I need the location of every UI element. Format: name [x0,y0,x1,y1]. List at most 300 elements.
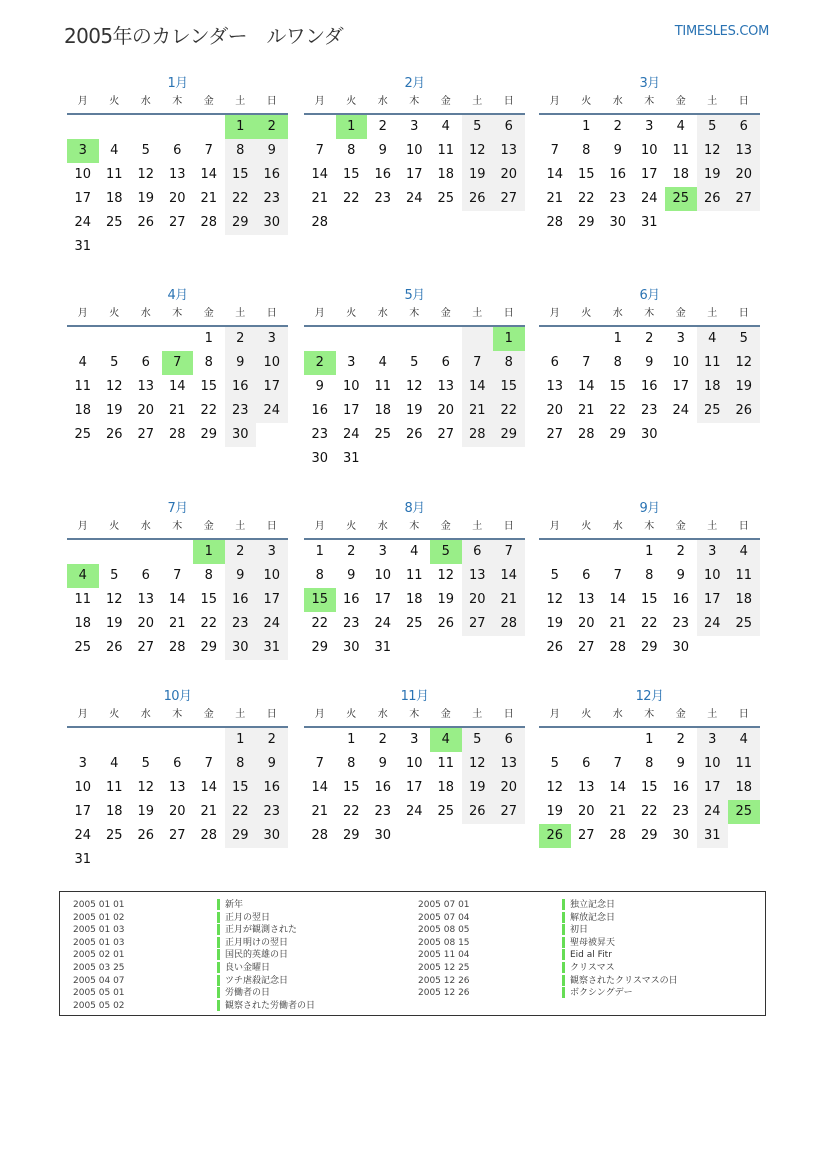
day-cell: 28 [609,828,627,843]
day-cell: 21 [493,588,525,612]
day-cell: 26 [462,187,494,211]
day-cell: 16 [609,167,627,182]
weekday-label: 水 [140,709,151,720]
day-cell: 24 [374,616,392,631]
day-cell: 27 [137,640,155,655]
day-cell: 7 [613,568,622,583]
empty-cell [539,728,571,752]
weekday-label: 土 [235,709,246,720]
weekday-header [67,706,288,726]
day-cell: 14 [168,592,186,607]
day-cell: 8 [645,756,654,771]
weekday-label: 土 [707,521,718,532]
day-cell: 26 [462,800,494,824]
day-cell: 23 [256,800,288,824]
day-cell: 22 [200,616,218,631]
day-cell: 25 [105,215,123,230]
empty-cell [367,327,399,351]
empty-cell [130,115,162,139]
empty-cell [67,728,99,752]
holiday-marker [217,899,220,910]
day-cell: 23 [609,191,627,206]
day-grid [539,728,760,848]
day-cell: 17 [256,375,288,399]
day-cell: 22 [225,187,257,211]
day-cell: 9 [378,756,387,771]
day-cell: 9 [256,139,288,163]
empty-cell [602,728,634,752]
day-cell: 29 [640,828,658,843]
day-cell: 25 [728,612,760,636]
day-cell: 24 [640,191,658,206]
day-cell: 6 [441,355,450,370]
day-cell: 2 [378,732,387,747]
day-cell: 8 [315,568,324,583]
day-cell: 27 [462,612,494,636]
weekday-header [67,93,288,113]
day-cell: 27 [546,427,564,442]
weekday-label: 金 [440,308,451,319]
day-cell: 3 [410,119,419,134]
day-cell: 27 [168,828,186,843]
day-cell: 11 [74,379,92,394]
day-cell: 4 [441,119,450,134]
day-cell: 11 [697,351,729,375]
month-block [539,499,760,660]
day-cell: 24 [405,191,423,206]
month-title: 2月 [404,76,425,91]
day-cell: 10 [342,379,360,394]
day-cell: 19 [105,403,123,418]
day-cell: 12 [437,568,455,583]
day-cell: 4 [378,355,387,370]
legend-date: 2005 07 01 [418,900,470,910]
weekday-header [539,93,760,113]
day-cell: 4 [78,355,87,370]
day-cell: 3 [347,355,356,370]
weekday-label: 日 [503,96,514,107]
day-cell: 15 [640,592,658,607]
day-grid [539,540,760,660]
month-block [67,499,288,660]
legend-holiday-name: 労働者の日 [225,988,271,999]
legend-holiday-name: クリスマス [570,962,615,973]
day-cell: 7 [462,351,494,375]
day-cell: 24 [74,215,92,230]
empty-cell [539,115,571,139]
day-cell: 16 [640,379,658,394]
day-cell: 18 [728,776,760,800]
weekday-label: 水 [377,308,388,319]
day-cell: 19 [462,776,494,800]
legend-date: 2005 05 02 [73,1000,125,1011]
day-cell: 13 [137,592,155,607]
month-block [304,687,525,848]
weekday-label: 火 [346,521,357,532]
day-cell: 20 [728,163,760,187]
day-cell: 10 [697,752,729,776]
day-cell: 15 [577,167,595,182]
day-cell: 29 [200,427,218,442]
day-cell: 1 [645,732,654,747]
month-title: 1月 [167,76,188,91]
day-cell: 22 [640,616,658,631]
day-cell: 27 [137,427,155,442]
weekday-header [304,706,525,726]
day-cell: 1 [347,732,356,747]
day-cell: 21 [311,191,329,206]
empty-cell [193,728,225,752]
legend-row [73,975,315,988]
day-cell: 1 [315,544,324,559]
day-cell: 27 [493,187,525,211]
weekday-label: 火 [109,96,120,107]
day-cell: 21 [609,616,627,631]
day-cell: 20 [137,403,155,418]
month-title: 5月 [404,288,425,303]
page-title: 2005年のカレンダー ルワンダ [64,24,344,48]
day-cell: 23 [374,804,392,819]
day-grid [67,540,288,660]
day-cell: 30 [640,427,658,442]
day-cell: 15 [342,167,360,182]
day-cell: 23 [311,427,329,442]
day-cell: 11 [105,780,123,795]
day-cell: 1 [645,544,654,559]
legend-holiday-name: 観察された労働者の日 [225,1000,316,1011]
day-cell: 19 [697,163,729,187]
holiday-marker [562,899,565,910]
day-cell: 24 [256,612,288,636]
day-cell: 13 [168,780,186,795]
day-cell: 12 [137,167,155,182]
day-cell: 10 [74,167,92,182]
day-cell: 22 [640,804,658,819]
empty-cell [99,728,131,752]
day-cell: 26 [405,427,423,442]
day-cell: 22 [311,616,329,631]
day-cell: 5 [110,355,119,370]
day-cell: 1 [582,119,591,134]
day-cell: 18 [374,403,392,418]
day-cell: 2 [676,544,685,559]
day-cell: 2 [225,540,257,564]
day-cell: 4 [110,143,119,158]
holiday-day-cell: 1 [493,327,525,351]
day-cell: 3 [256,540,288,564]
day-cell: 24 [256,399,288,423]
day-cell: 4 [728,540,760,564]
legend-holiday-name: ボクシングデー [570,988,633,999]
day-cell: 23 [640,403,658,418]
day-cell: 28 [311,828,329,843]
day-cell: 10 [672,355,690,370]
weekday-label: 土 [472,96,483,107]
day-cell: 31 [342,451,360,466]
day-cell: 21 [200,191,218,206]
day-cell: 4 [676,119,685,134]
day-cell: 15 [200,379,218,394]
holiday-marker [217,912,220,923]
day-cell: 2 [676,732,685,747]
day-cell: 21 [546,191,564,206]
day-cell: 17 [342,403,360,418]
day-cell: 17 [74,191,92,206]
legend-date: 2005 01 03 [73,925,125,936]
day-cell: 27 [493,800,525,824]
weekday-label: 木 [172,521,183,532]
day-cell: 15 [225,776,257,800]
empty-cell [162,728,194,752]
legend-date: 2005 11 04 [418,950,470,961]
weekday-label: 金 [440,709,451,720]
legend-holiday-name: Eid al Fitr [570,950,612,961]
day-cell: 14 [200,167,218,182]
month-title: 3月 [639,76,660,91]
weekday-label: 水 [140,308,151,319]
day-cell: 11 [672,143,690,158]
legend-holiday-name: 独立記念日 [570,900,616,910]
legend-row [73,987,315,1000]
month-title: 9月 [639,501,660,516]
empty-cell [67,115,99,139]
holiday-day-cell: 25 [728,800,760,824]
holiday-day-cell: 4 [430,728,462,752]
day-cell: 3 [676,331,685,346]
day-cell: 2 [613,119,622,134]
day-cell: 31 [74,239,92,254]
day-cell: 5 [728,327,760,351]
weekday-label: 月 [77,96,88,107]
holiday-marker [562,912,565,923]
day-cell: 31 [697,824,729,848]
weekday-label: 日 [266,709,277,720]
day-cell: 26 [137,215,155,230]
day-cell: 25 [405,616,423,631]
holiday-day-cell: 26 [539,824,571,848]
weekday-label: 火 [346,709,357,720]
day-cell: 1 [225,728,257,752]
day-cell: 5 [110,568,119,583]
day-cell: 24 [342,427,360,442]
day-cell: 20 [493,776,525,800]
holiday-marker [217,975,220,986]
day-cell: 16 [374,780,392,795]
weekday-label: 日 [738,96,749,107]
day-cell: 29 [577,215,595,230]
holiday-legend [59,891,766,1016]
empty-cell [162,540,194,564]
day-cell: 13 [577,780,595,795]
day-cell: 9 [315,379,324,394]
day-cell: 26 [728,399,760,423]
weekday-label: 火 [346,96,357,107]
day-cell: 22 [200,403,218,418]
day-cell: 23 [256,187,288,211]
day-cell: 19 [462,163,494,187]
holiday-marker [217,962,220,973]
weekday-label: 木 [409,96,420,107]
legend-date: 2005 12 26 [418,988,470,999]
holiday-day-cell: 7 [162,351,194,375]
weekday-label: 土 [472,521,483,532]
month-title: 6月 [639,288,660,303]
day-cell: 30 [609,215,627,230]
legend-row [418,949,678,962]
day-cell: 28 [200,215,218,230]
day-cell: 19 [437,592,455,607]
day-cell: 2 [378,119,387,134]
day-cell: 9 [378,143,387,158]
day-cell: 1 [204,331,213,346]
day-cell: 20 [577,616,595,631]
day-cell: 12 [462,752,494,776]
day-cell: 12 [546,592,564,607]
day-cell: 13 [728,139,760,163]
day-cell: 26 [105,427,123,442]
day-cell: 19 [728,375,760,399]
holiday-day-cell: 2 [304,351,336,375]
day-cell: 8 [582,143,591,158]
day-cell: 27 [577,640,595,655]
day-cell: 6 [173,143,182,158]
month-block [304,499,525,660]
legend-holiday-name: 観察されたクリスマスの日 [570,975,678,986]
weekday-label: 月 [549,96,560,107]
day-cell: 28 [577,427,595,442]
day-cell: 17 [74,804,92,819]
day-cell: 13 [137,379,155,394]
weekday-label: 木 [172,96,183,107]
day-cell: 17 [640,167,658,182]
day-cell: 14 [200,780,218,795]
day-cell: 16 [225,588,257,612]
empty-cell [99,115,131,139]
day-cell: 29 [640,640,658,655]
legend-row [73,962,315,975]
day-cell: 14 [311,167,329,182]
weekday-label: 日 [266,96,277,107]
empty-cell [130,728,162,752]
empty-cell [539,540,571,564]
legend-row [418,912,678,925]
day-cell: 17 [256,588,288,612]
holiday-marker [217,949,220,960]
month-title: 7月 [167,501,188,516]
weekday-label: 月 [77,521,88,532]
month-block [539,74,760,235]
day-cell: 18 [105,191,123,206]
day-cell: 6 [462,540,494,564]
site-link[interactable]: TIMESLES.COM [674,24,769,39]
day-cell: 2 [645,331,654,346]
legend-holiday-name: ツチ虐殺記念日 [225,975,289,986]
day-cell: 9 [225,351,257,375]
day-cell: 26 [105,640,123,655]
day-cell: 7 [315,756,324,771]
day-cell: 1 [613,331,622,346]
day-cell: 6 [493,728,525,752]
day-cell: 10 [256,564,288,588]
day-cell: 30 [311,451,329,466]
weekday-label: 土 [707,96,718,107]
day-cell: 9 [256,752,288,776]
day-cell: 22 [342,804,360,819]
day-grid [539,115,760,235]
weekday-label: 日 [503,308,514,319]
day-cell: 18 [437,780,455,795]
weekday-label: 木 [644,709,655,720]
weekday-label: 月 [314,308,325,319]
weekday-label: 日 [738,308,749,319]
day-cell: 17 [697,588,729,612]
legend-date: 2005 12 25 [418,962,470,973]
day-cell: 5 [141,756,150,771]
day-cell: 5 [462,115,494,139]
day-cell: 11 [105,167,123,182]
day-cell: 29 [200,640,218,655]
day-cell: 14 [462,375,494,399]
legend-date: 2005 01 01 [73,900,125,910]
day-cell: 11 [74,592,92,607]
day-cell: 7 [582,355,591,370]
empty-cell [571,728,603,752]
empty-cell [539,327,571,351]
holiday-marker [562,949,565,960]
day-cell: 14 [609,780,627,795]
day-cell: 24 [74,828,92,843]
month-block [304,74,525,235]
month-title: 12月 [635,689,664,704]
weekday-label: 土 [235,308,246,319]
day-cell: 6 [493,115,525,139]
day-cell: 13 [546,379,564,394]
day-cell: 13 [437,379,455,394]
holiday-day-cell: 15 [304,588,336,612]
weekday-label: 木 [644,96,655,107]
day-cell: 6 [141,355,150,370]
weekday-label: 金 [203,96,214,107]
day-cell: 15 [609,379,627,394]
day-cell: 7 [204,756,213,771]
day-cell: 18 [105,804,123,819]
weekday-header [539,706,760,726]
weekday-header [539,518,760,538]
legend-row [73,924,315,937]
day-cell: 14 [577,379,595,394]
holiday-marker [562,987,565,998]
day-cell: 29 [225,211,257,235]
month-title: 11月 [400,689,429,704]
day-cell: 8 [613,355,622,370]
day-cell: 17 [697,776,729,800]
day-cell: 3 [256,327,288,351]
weekday-label: 金 [675,96,686,107]
weekday-label: 火 [109,521,120,532]
legend-row [418,987,678,1000]
weekday-label: 火 [109,709,120,720]
weekday-label: 土 [472,709,483,720]
day-cell: 15 [225,163,257,187]
day-grid [67,115,288,259]
day-cell: 16 [672,780,690,795]
weekday-label: 日 [738,709,749,720]
legend-row [73,912,315,925]
day-cell: 7 [315,143,324,158]
day-cell: 22 [342,191,360,206]
day-cell: 27 [577,828,595,843]
holiday-marker [217,937,220,948]
